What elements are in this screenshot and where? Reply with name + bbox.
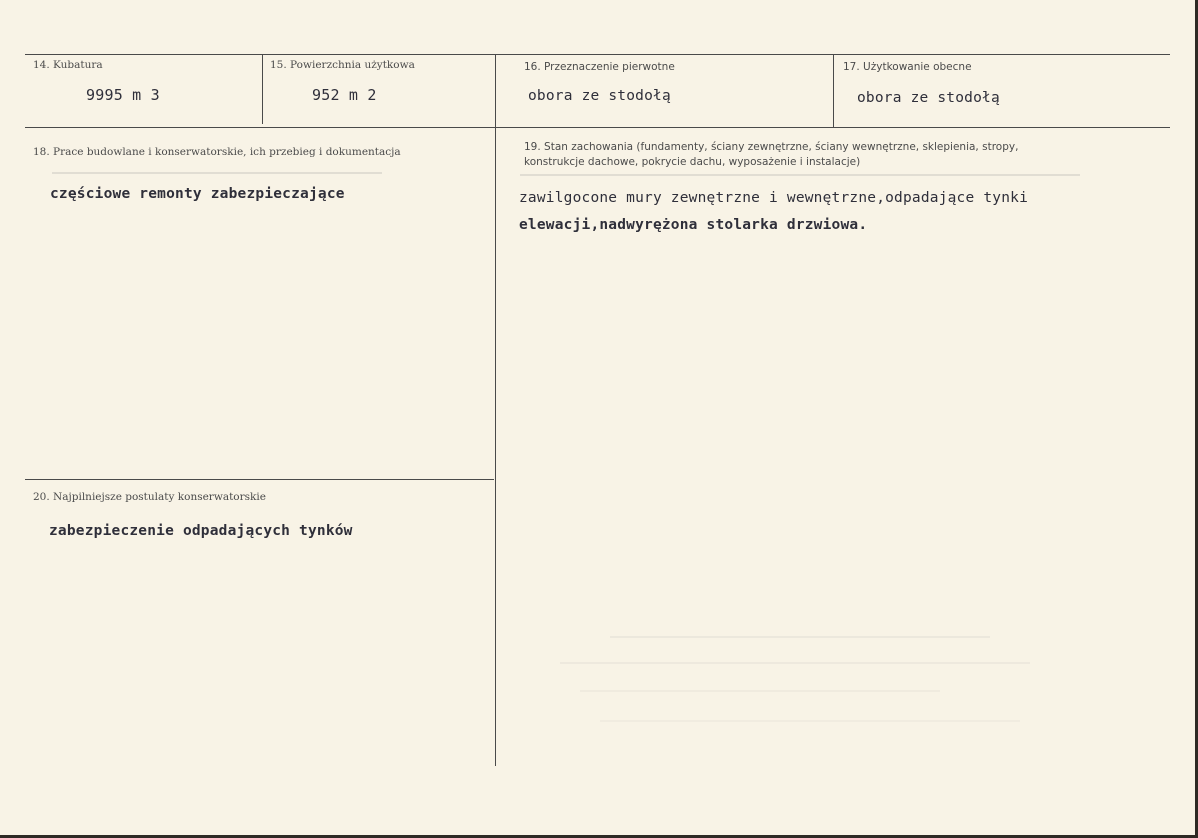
kubatura-label: 14. Kubatura [33, 59, 103, 71]
przeznaczenie-value: obora ze stodołą [528, 88, 671, 104]
bleed-through [610, 636, 990, 638]
prace-value: częściowe remonty zabezpieczające [50, 186, 345, 202]
col-divider-3 [833, 54, 834, 127]
col-divider-2 [495, 54, 496, 766]
row-divider [25, 127, 1170, 128]
strikeout-residue [52, 172, 382, 174]
uzytkowanie-value: obora ze stodołą [857, 90, 1000, 106]
strikeout-residue [520, 174, 1080, 176]
top-rule [25, 54, 1170, 55]
powierzchnia-value: 952 m 2 [312, 86, 377, 104]
postulaty-label: 20. Najpilniejsze postulaty konserwatorskie [33, 491, 266, 503]
przeznaczenie-label: 16. Przeznaczenie pierwotne [524, 61, 675, 73]
uzytkowanie-label: 17. Użytkowanie obecne [843, 61, 972, 73]
stan-label-line1: 19. Stan zachowania (fundamenty, ściany zewnętrzne, ściany wewnętrzne, sklepienia, stropy, [524, 141, 1019, 153]
powierzchnia-label: 15. Powierzchnia użytkowa [270, 59, 415, 71]
kubatura-value: 9995 m 3 [86, 86, 160, 104]
bleed-through [560, 662, 1030, 664]
postulaty-value: zabezpieczenie odpadających tynków [49, 523, 353, 539]
bleed-through [600, 720, 1020, 722]
stan-value-line2: elewacji,nadwyrężona stolarka drzwiowa. [519, 217, 868, 233]
col-divider-1 [262, 54, 263, 124]
stan-value-line1: zawilgocone mury zewnętrzne i wewnętrzne,odpadające tynki [519, 190, 1028, 206]
stan-label-line2: konstrukcje dachowe, pokrycie dachu, wyposażenie i instalacje) [524, 156, 861, 168]
bleed-through [580, 690, 940, 692]
section-divider [25, 479, 494, 480]
prace-label: 18. Prace budowlane i konserwatorskie, ich przebieg i dokumentacja [33, 146, 401, 158]
